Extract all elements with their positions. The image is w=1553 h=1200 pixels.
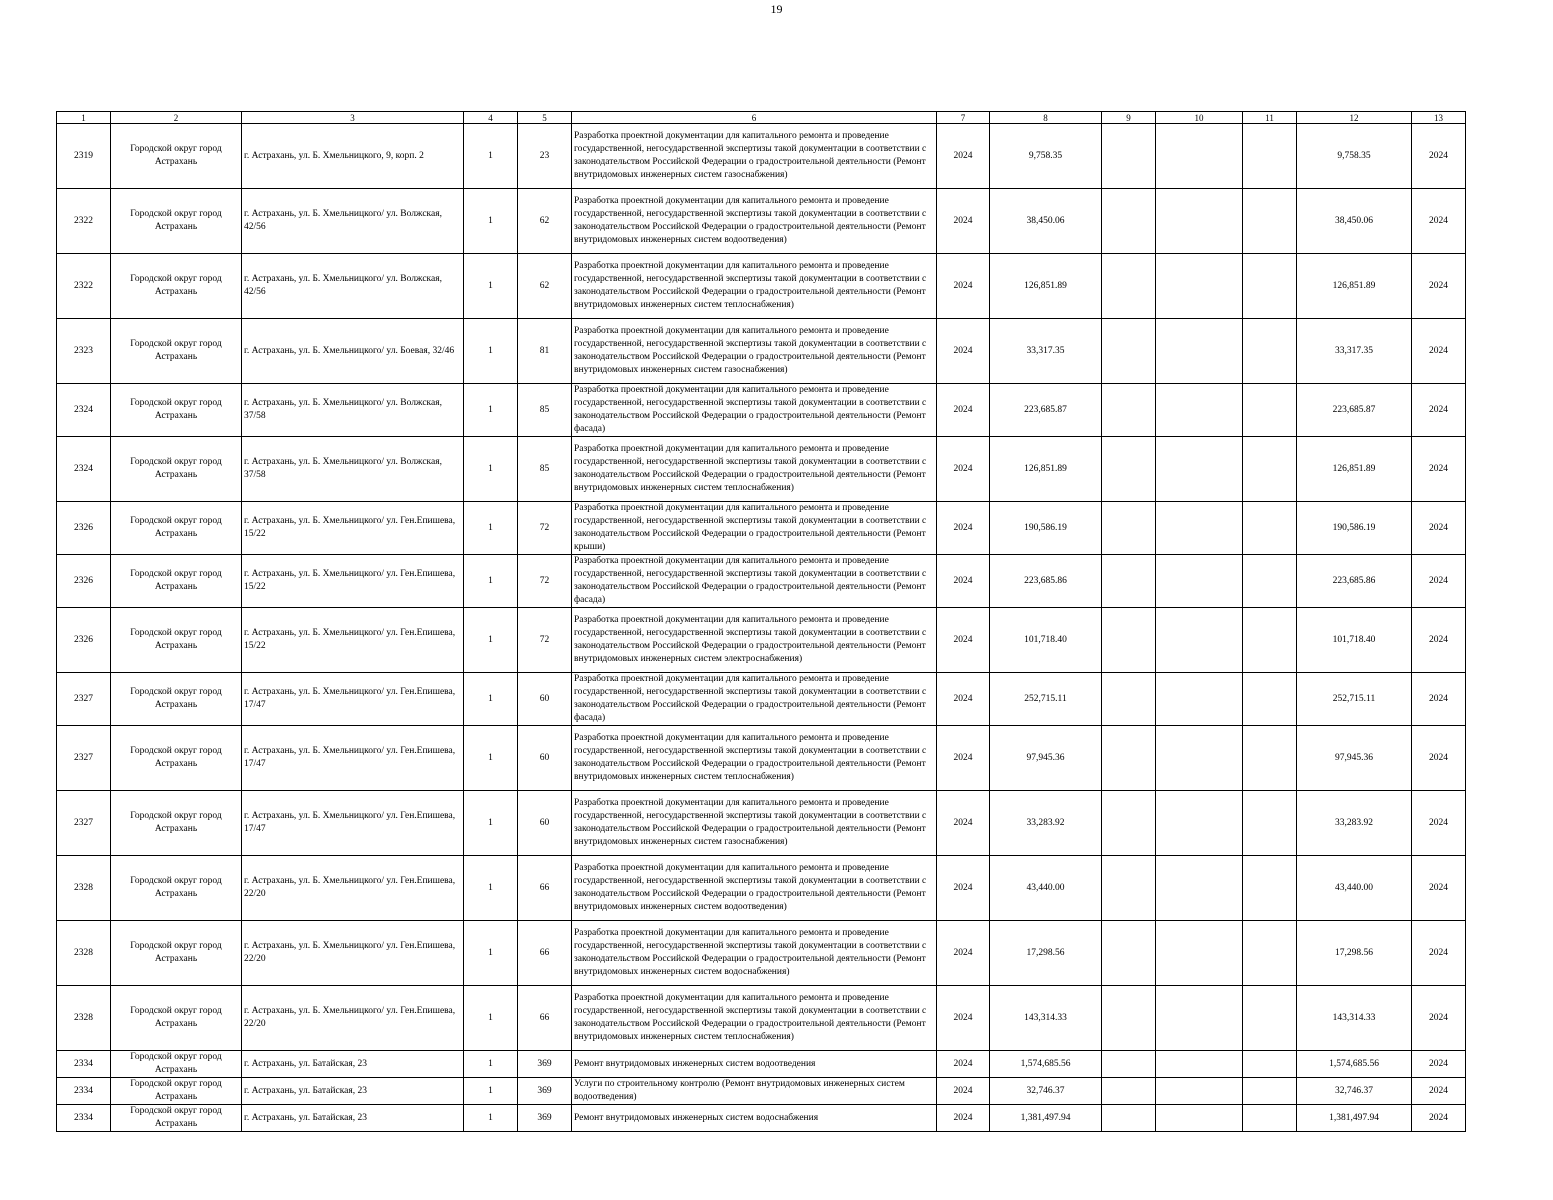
- year-cell: 2024: [937, 437, 990, 502]
- col-5-value-cell: 60: [518, 791, 572, 856]
- year-cell: 2024: [937, 1051, 990, 1078]
- amount-cell: 1,381,497.94: [990, 1105, 1102, 1132]
- municipality-cell: Городской округ город Астрахань: [111, 1051, 242, 1078]
- municipality-cell: Городской округ город Астрахань: [111, 254, 242, 319]
- col-9-value-cell: [1102, 856, 1156, 921]
- municipality-cell: Городской округ город Астрахань: [111, 319, 242, 384]
- table-row: [57, 1051, 1466, 1078]
- completion-year-cell: 2024: [1412, 555, 1466, 608]
- completion-year-cell: 2024: [1412, 921, 1466, 986]
- header-row: [57, 112, 1466, 124]
- col-9-value-cell: [1102, 502, 1156, 555]
- col-11-value-cell: [1243, 502, 1297, 555]
- row-number-cell: 2319: [57, 124, 111, 189]
- address-cell: г. Астрахань, ул. Б. Хмельницкого/ ул. Боевая, 32/46: [242, 319, 464, 384]
- row-number-cell: 2334: [57, 1051, 111, 1078]
- col-10-value-cell: [1156, 673, 1243, 726]
- municipality-cell: Городской округ город Астрахань: [111, 124, 242, 189]
- address-cell: г. Астрахань, ул. Б. Хмельницкого/ ул. Ген.Епишева, 17/47: [242, 726, 464, 791]
- completion-year-cell: 2024: [1412, 437, 1466, 502]
- table-row: [57, 921, 1466, 986]
- col-10-value-cell: [1156, 856, 1243, 921]
- work-description-cell: Разработка проектной документации для капитального ремонта и проведение государственной, негосударственной экспертизы такой документации в соответствии с законодательством Российской Федерации о градостроительной деятельности (Ремонт внутридомовых инженерных систем теплоснабжения): [572, 726, 937, 791]
- col-11-value-cell: [1243, 1105, 1297, 1132]
- col-9-value-cell: [1102, 1078, 1156, 1105]
- work-description-cell: Разработка проектной документации для капитального ремонта и проведение государственной, негосударственной экспертизы такой документации в соответствии с законодательством Российской Федерации о градостроительной деятельности (Ремонт внутридомовых инженерных систем водоснабжения): [572, 921, 937, 986]
- total-amount-cell: 223,685.86: [1297, 555, 1412, 608]
- completion-year-cell: 2024: [1412, 189, 1466, 254]
- col-5-value-cell: 369: [518, 1078, 572, 1105]
- col-9-value-cell: [1102, 986, 1156, 1051]
- work-description-cell: Разработка проектной документации для капитального ремонта и проведение государственной, негосударственной экспертизы такой документации в соответствии с законодательством Российской Федерации о градостроительной деятельности (Ремонт фасада): [572, 384, 937, 437]
- address-cell: г. Астрахань, ул. Б. Хмельницкого, 9, корп. 2: [242, 124, 464, 189]
- row-number-cell: 2322: [57, 254, 111, 319]
- table-row: [57, 189, 1466, 254]
- amount-cell: 32,746.37: [990, 1078, 1102, 1105]
- col-4-value-cell: 1: [464, 254, 518, 319]
- municipality-cell: Городской округ город Астрахань: [111, 608, 242, 673]
- row-number-cell: 2324: [57, 437, 111, 502]
- work-description-cell: Разработка проектной документации для капитального ремонта и проведение государственной, негосударственной экспертизы такой документации в соответствии с законодательством Российской Федерации о градостроительной деятельности (Ремонт внутридомовых инженерных систем газоснабжения): [572, 124, 937, 189]
- col-4-value-cell: 1: [464, 502, 518, 555]
- table-row: [57, 384, 1466, 437]
- row-number-cell: 2326: [57, 608, 111, 673]
- total-amount-cell: 43,440.00: [1297, 856, 1412, 921]
- col-11-value-cell: [1243, 726, 1297, 791]
- address-cell: г. Астрахань, ул. Батайская, 23: [242, 1078, 464, 1105]
- column-header-4: 4: [464, 112, 518, 124]
- col-9-value-cell: [1102, 921, 1156, 986]
- col-10-value-cell: [1156, 1051, 1243, 1078]
- table-row: [57, 791, 1466, 856]
- col-11-value-cell: [1243, 384, 1297, 437]
- amount-cell: 101,718.40: [990, 608, 1102, 673]
- col-11-value-cell: [1243, 124, 1297, 189]
- col-5-value-cell: 60: [518, 673, 572, 726]
- amount-cell: 252,715.11: [990, 673, 1102, 726]
- amount-cell: 33,317.35: [990, 319, 1102, 384]
- col-4-value-cell: 1: [464, 856, 518, 921]
- address-cell: г. Астрахань, ул. Б. Хмельницкого/ ул. Ген.Епишева, 17/47: [242, 673, 464, 726]
- year-cell: 2024: [937, 124, 990, 189]
- col-5-value-cell: 72: [518, 608, 572, 673]
- col-11-value-cell: [1243, 673, 1297, 726]
- col-10-value-cell: [1156, 555, 1243, 608]
- col-4-value-cell: 1: [464, 555, 518, 608]
- col-4-value-cell: 1: [464, 1051, 518, 1078]
- col-4-value-cell: 1: [464, 124, 518, 189]
- amount-cell: 97,945.36: [990, 726, 1102, 791]
- total-amount-cell: 126,851.89: [1297, 437, 1412, 502]
- col-11-value-cell: [1243, 608, 1297, 673]
- col-4-value-cell: 1: [464, 189, 518, 254]
- municipality-cell: Городской округ город Астрахань: [111, 726, 242, 791]
- year-cell: 2024: [937, 921, 990, 986]
- year-cell: 2024: [937, 673, 990, 726]
- work-description-cell: Разработка проектной документации для капитального ремонта и проведение государственной, негосударственной экспертизы такой документации в соответствии с законодательством Российской Федерации о градостроительной деятельности (Ремонт внутридомовых инженерных систем теплоснабжения): [572, 437, 937, 502]
- municipality-cell: Городской округ город Астрахань: [111, 189, 242, 254]
- col-5-value-cell: 369: [518, 1105, 572, 1132]
- col-9-value-cell: [1102, 189, 1156, 254]
- column-header-3: 3: [242, 112, 464, 124]
- col-11-value-cell: [1243, 921, 1297, 986]
- total-amount-cell: 143,314.33: [1297, 986, 1412, 1051]
- col-9-value-cell: [1102, 726, 1156, 791]
- completion-year-cell: 2024: [1412, 254, 1466, 319]
- municipality-cell: Городской округ город Астрахань: [111, 384, 242, 437]
- amount-cell: 17,298.56: [990, 921, 1102, 986]
- year-cell: 2024: [937, 254, 990, 319]
- total-amount-cell: 101,718.40: [1297, 608, 1412, 673]
- table-row: [57, 437, 1466, 502]
- total-amount-cell: 1,381,497.94: [1297, 1105, 1412, 1132]
- municipality-cell: Городской округ город Астрахань: [111, 856, 242, 921]
- total-amount-cell: 1,574,685.56: [1297, 1051, 1412, 1078]
- year-cell: 2024: [937, 189, 990, 254]
- column-header-12: 12: [1297, 112, 1412, 124]
- total-amount-cell: 9,758.35: [1297, 124, 1412, 189]
- work-description-cell: Разработка проектной документации для капитального ремонта и проведение государственной, негосударственной экспертизы такой документации в соответствии с законодательством Российской Федерации о градостроительной деятельности (Ремонт внутридомовых инженерных систем газоснабжения): [572, 791, 937, 856]
- col-11-value-cell: [1243, 856, 1297, 921]
- col-11-value-cell: [1243, 986, 1297, 1051]
- amount-cell: 190,586.19: [990, 502, 1102, 555]
- col-5-value-cell: 81: [518, 319, 572, 384]
- work-description-cell: Ремонт внутридомовых инженерных систем водоотведения: [572, 1051, 937, 1078]
- col-9-value-cell: [1102, 437, 1156, 502]
- row-number-cell: 2334: [57, 1105, 111, 1132]
- row-number-cell: 2327: [57, 673, 111, 726]
- amount-cell: 33,283.92: [990, 791, 1102, 856]
- municipality-cell: Городской округ город Астрахань: [111, 437, 242, 502]
- address-cell: г. Астрахань, ул. Б. Хмельницкого/ ул. Ген.Епишева, 22/20: [242, 921, 464, 986]
- table-row: [57, 673, 1466, 726]
- year-cell: 2024: [937, 384, 990, 437]
- year-cell: 2024: [937, 608, 990, 673]
- address-cell: г. Астрахань, ул. Батайская, 23: [242, 1051, 464, 1078]
- col-10-value-cell: [1156, 384, 1243, 437]
- total-amount-cell: 17,298.56: [1297, 921, 1412, 986]
- completion-year-cell: 2024: [1412, 608, 1466, 673]
- column-header-7: 7: [937, 112, 990, 124]
- year-cell: 2024: [937, 986, 990, 1051]
- row-number-cell: 2324: [57, 384, 111, 437]
- col-10-value-cell: [1156, 986, 1243, 1051]
- work-description-cell: Разработка проектной документации для капитального ремонта и проведение государственной, негосударственной экспертизы такой документации в соответствии с законодательством Российской Федерации о градостроительной деятельности (Ремонт внутридомовых инженерных систем водоотведения): [572, 189, 937, 254]
- col-10-value-cell: [1156, 437, 1243, 502]
- page-number: 19: [770, 2, 783, 16]
- col-10-value-cell: [1156, 921, 1243, 986]
- col-5-value-cell: 62: [518, 189, 572, 254]
- col-9-value-cell: [1102, 555, 1156, 608]
- col-5-value-cell: 62: [518, 254, 572, 319]
- amount-cell: 1,574,685.56: [990, 1051, 1102, 1078]
- col-5-value-cell: 66: [518, 986, 572, 1051]
- column-header-10: 10: [1156, 112, 1243, 124]
- address-cell: г. Астрахань, ул. Б. Хмельницкого/ ул. Ген.Епишева, 15/22: [242, 502, 464, 555]
- col-4-value-cell: 1: [464, 791, 518, 856]
- municipality-cell: Городской округ город Астрахань: [111, 673, 242, 726]
- completion-year-cell: 2024: [1412, 673, 1466, 726]
- municipality-cell: Городской округ город Астрахань: [111, 1105, 242, 1132]
- year-cell: 2024: [937, 726, 990, 791]
- total-amount-cell: 190,586.19: [1297, 502, 1412, 555]
- table-row: [57, 608, 1466, 673]
- col-11-value-cell: [1243, 1051, 1297, 1078]
- col-5-value-cell: 23: [518, 124, 572, 189]
- address-cell: г. Астрахань, ул. Б. Хмельницкого/ ул. Волжская, 42/56: [242, 189, 464, 254]
- amount-cell: 126,851.89: [990, 254, 1102, 319]
- completion-year-cell: 2024: [1412, 1105, 1466, 1132]
- col-9-value-cell: [1102, 1105, 1156, 1132]
- col-10-value-cell: [1156, 608, 1243, 673]
- amount-cell: 126,851.89: [990, 437, 1102, 502]
- col-9-value-cell: [1102, 254, 1156, 319]
- total-amount-cell: 126,851.89: [1297, 254, 1412, 319]
- column-header-6: 6: [572, 112, 937, 124]
- col-10-value-cell: [1156, 319, 1243, 384]
- col-5-value-cell: 60: [518, 726, 572, 791]
- work-description-cell: Разработка проектной документации для капитального ремонта и проведение государственной, негосударственной экспертизы такой документации в соответствии с законодательством Российской Федерации о градостроительной деятельности (Ремонт фасада): [572, 673, 937, 726]
- col-5-value-cell: 66: [518, 921, 572, 986]
- completion-year-cell: 2024: [1412, 384, 1466, 437]
- total-amount-cell: 252,715.11: [1297, 673, 1412, 726]
- work-description-cell: Разработка проектной документации для капитального ремонта и проведение государственной, негосударственной экспертизы такой документации в соответствии с законодательством Российской Федерации о градостроительной деятельности (Ремонт внутридомовых инженерных систем теплоснабжения): [572, 986, 937, 1051]
- total-amount-cell: 223,685.87: [1297, 384, 1412, 437]
- row-number-cell: 2322: [57, 189, 111, 254]
- municipality-cell: Городской округ город Астрахань: [111, 555, 242, 608]
- address-cell: г. Астрахань, ул. Б. Хмельницкого/ ул. Волжская, 37/58: [242, 384, 464, 437]
- row-number-cell: 2326: [57, 555, 111, 608]
- address-cell: г. Астрахань, ул. Б. Хмельницкого/ ул. Ген.Епишева, 22/20: [242, 986, 464, 1051]
- total-amount-cell: 33,317.35: [1297, 319, 1412, 384]
- table-row: [57, 1078, 1466, 1105]
- work-description-cell: Разработка проектной документации для капитального ремонта и проведение государственной, негосударственной экспертизы такой документации в соответствии с законодательством Российской Федерации о градостроительной деятельности (Ремонт внутридомовых инженерных систем водоотведения): [572, 856, 937, 921]
- col-10-value-cell: [1156, 1078, 1243, 1105]
- col-4-value-cell: 1: [464, 1078, 518, 1105]
- year-cell: 2024: [937, 856, 990, 921]
- amount-cell: 143,314.33: [990, 986, 1102, 1051]
- municipality-cell: Городской округ город Астрахань: [111, 502, 242, 555]
- year-cell: 2024: [937, 502, 990, 555]
- col-11-value-cell: [1243, 254, 1297, 319]
- address-cell: г. Астрахань, ул. Б. Хмельницкого/ ул. Ген.Епишева, 15/22: [242, 608, 464, 673]
- col-9-value-cell: [1102, 319, 1156, 384]
- amount-cell: 223,685.87: [990, 384, 1102, 437]
- work-description-cell: Услуги по строительному контролю (Ремонт внутридомовых инженерных систем водоотведения): [572, 1078, 937, 1105]
- address-cell: г. Астрахань, ул. Б. Хмельницкого/ ул. Ген.Епишева, 15/22: [242, 555, 464, 608]
- completion-year-cell: 2024: [1412, 124, 1466, 189]
- col-4-value-cell: 1: [464, 437, 518, 502]
- amount-cell: 223,685.86: [990, 555, 1102, 608]
- column-header-1: 1: [57, 112, 111, 124]
- year-cell: 2024: [937, 319, 990, 384]
- municipality-cell: Городской округ город Астрахань: [111, 1078, 242, 1105]
- row-number-cell: 2328: [57, 921, 111, 986]
- total-amount-cell: 32,746.37: [1297, 1078, 1412, 1105]
- repair-register-table: [56, 111, 1466, 1132]
- col-5-value-cell: 85: [518, 384, 572, 437]
- address-cell: г. Астрахань, ул. Батайская, 23: [242, 1105, 464, 1132]
- completion-year-cell: 2024: [1412, 856, 1466, 921]
- completion-year-cell: 2024: [1412, 1051, 1466, 1078]
- col-9-value-cell: [1102, 791, 1156, 856]
- col-9-value-cell: [1102, 673, 1156, 726]
- col-4-value-cell: 1: [464, 384, 518, 437]
- table-row: [57, 1105, 1466, 1132]
- municipality-cell: Городской округ город Астрахань: [111, 986, 242, 1051]
- col-5-value-cell: 369: [518, 1051, 572, 1078]
- row-number-cell: 2326: [57, 502, 111, 555]
- completion-year-cell: 2024: [1412, 319, 1466, 384]
- work-description-cell: Разработка проектной документации для капитального ремонта и проведение государственной, негосударственной экспертизы такой документации в соответствии с законодательством Российской Федерации о градостроительной деятельности (Ремонт крыши): [572, 502, 937, 555]
- col-9-value-cell: [1102, 1051, 1156, 1078]
- column-header-8: 8: [990, 112, 1102, 124]
- col-10-value-cell: [1156, 791, 1243, 856]
- col-10-value-cell: [1156, 1105, 1243, 1132]
- col-4-value-cell: 1: [464, 608, 518, 673]
- table-row: [57, 502, 1466, 555]
- col-5-value-cell: 66: [518, 856, 572, 921]
- row-number-cell: 2328: [57, 856, 111, 921]
- address-cell: г. Астрахань, ул. Б. Хмельницкого/ ул. Ген.Епишева, 17/47: [242, 791, 464, 856]
- row-number-cell: 2323: [57, 319, 111, 384]
- year-cell: 2024: [937, 555, 990, 608]
- table-row: [57, 555, 1466, 608]
- col-4-value-cell: 1: [464, 986, 518, 1051]
- table-row: [57, 986, 1466, 1051]
- col-9-value-cell: [1102, 384, 1156, 437]
- table-row: [57, 726, 1466, 791]
- address-cell: г. Астрахань, ул. Б. Хмельницкого/ ул. Волжская, 37/58: [242, 437, 464, 502]
- table-row: [57, 856, 1466, 921]
- column-header-5: 5: [518, 112, 572, 124]
- amount-cell: 9,758.35: [990, 124, 1102, 189]
- table-body: [57, 124, 1466, 1132]
- column-header-11: 11: [1243, 112, 1297, 124]
- completion-year-cell: 2024: [1412, 791, 1466, 856]
- table-row: [57, 124, 1466, 189]
- year-cell: 2024: [937, 791, 990, 856]
- col-9-value-cell: [1102, 124, 1156, 189]
- col-10-value-cell: [1156, 189, 1243, 254]
- col-11-value-cell: [1243, 189, 1297, 254]
- row-number-cell: 2327: [57, 791, 111, 856]
- completion-year-cell: 2024: [1412, 986, 1466, 1051]
- col-4-value-cell: 1: [464, 1105, 518, 1132]
- col-10-value-cell: [1156, 124, 1243, 189]
- column-header-2: 2: [111, 112, 242, 124]
- row-number-cell: 2334: [57, 1078, 111, 1105]
- table-row: [57, 254, 1466, 319]
- col-5-value-cell: 85: [518, 437, 572, 502]
- year-cell: 2024: [937, 1078, 990, 1105]
- work-description-cell: Разработка проектной документации для капитального ремонта и проведение государственной, негосударственной экспертизы такой документации в соответствии с законодательством Российской Федерации о градостроительной деятельности (Ремонт внутридомовых инженерных систем электроснабжения): [572, 608, 937, 673]
- table-row: [57, 319, 1466, 384]
- completion-year-cell: 2024: [1412, 726, 1466, 791]
- col-11-value-cell: [1243, 555, 1297, 608]
- work-description-cell: Разработка проектной документации для капитального ремонта и проведение государственной, негосударственной экспертизы такой документации в соответствии с законодательством Российской Федерации о градостроительной деятельности (Ремонт внутридомовых инженерных систем газоснабжения): [572, 319, 937, 384]
- col-4-value-cell: 1: [464, 673, 518, 726]
- work-description-cell: Разработка проектной документации для капитального ремонта и проведение государственной, негосударственной экспертизы такой документации в соответствии с законодательством Российской Федерации о градостроительной деятельности (Ремонт внутридомовых инженерных систем теплоснабжения): [572, 254, 937, 319]
- completion-year-cell: 2024: [1412, 502, 1466, 555]
- row-number-cell: 2328: [57, 986, 111, 1051]
- col-10-value-cell: [1156, 726, 1243, 791]
- municipality-cell: Городской округ город Астрахань: [111, 791, 242, 856]
- column-header-9: 9: [1102, 112, 1156, 124]
- completion-year-cell: 2024: [1412, 1078, 1466, 1105]
- col-9-value-cell: [1102, 608, 1156, 673]
- year-cell: 2024: [937, 1105, 990, 1132]
- col-4-value-cell: 1: [464, 726, 518, 791]
- col-11-value-cell: [1243, 319, 1297, 384]
- work-description-cell: Ремонт внутридомовых инженерных систем водоснабжения: [572, 1105, 937, 1132]
- col-5-value-cell: 72: [518, 502, 572, 555]
- col-10-value-cell: [1156, 502, 1243, 555]
- amount-cell: 43,440.00: [990, 856, 1102, 921]
- col-5-value-cell: 72: [518, 555, 572, 608]
- column-header-13: 13: [1412, 112, 1466, 124]
- col-11-value-cell: [1243, 1078, 1297, 1105]
- col-10-value-cell: [1156, 254, 1243, 319]
- total-amount-cell: 97,945.36: [1297, 726, 1412, 791]
- total-amount-cell: 38,450.06: [1297, 189, 1412, 254]
- address-cell: г. Астрахань, ул. Б. Хмельницкого/ ул. Ген.Епишева, 22/20: [242, 856, 464, 921]
- address-cell: г. Астрахань, ул. Б. Хмельницкого/ ул. Волжская, 42/56: [242, 254, 464, 319]
- col-4-value-cell: 1: [464, 921, 518, 986]
- work-description-cell: Разработка проектной документации для капитального ремонта и проведение государственной, негосударственной экспертизы такой документации в соответствии с законодательством Российской Федерации о градостроительной деятельности (Ремонт фасада): [572, 555, 937, 608]
- municipality-cell: Городской округ город Астрахань: [111, 921, 242, 986]
- col-4-value-cell: 1: [464, 319, 518, 384]
- row-number-cell: 2327: [57, 726, 111, 791]
- amount-cell: 38,450.06: [990, 189, 1102, 254]
- col-11-value-cell: [1243, 437, 1297, 502]
- total-amount-cell: 33,283.92: [1297, 791, 1412, 856]
- col-11-value-cell: [1243, 791, 1297, 856]
